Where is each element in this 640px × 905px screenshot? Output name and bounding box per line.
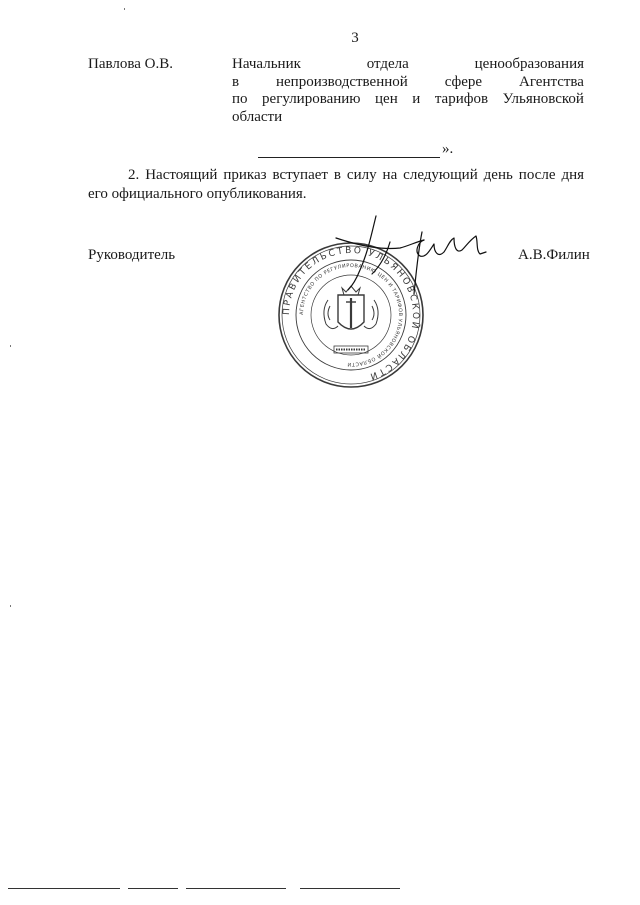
member-position xyxy=(232,56,584,126)
signer-name: А.В.Филин xyxy=(518,247,590,263)
footer-rule-2 xyxy=(128,888,178,889)
scan-speck xyxy=(124,8,125,10)
word: Начальник xyxy=(232,56,301,72)
member-name: Павлова О.В. xyxy=(88,56,173,72)
blank-underline xyxy=(258,143,440,158)
word: цен xyxy=(375,91,398,107)
closing-quote: ». xyxy=(442,141,454,157)
signer-role: Руководитель xyxy=(88,247,176,263)
word: тарифов xyxy=(434,91,489,107)
word: непроизводственной xyxy=(276,73,408,90)
scan-speck xyxy=(10,345,11,347)
position-line-4 xyxy=(232,109,584,127)
word: Агентства xyxy=(519,73,584,90)
closing-line xyxy=(258,141,453,158)
word: отдела xyxy=(366,56,409,72)
seal-outer-text: ПРАВИТЕЛЬСТВО УЛЬЯНОВСКОЙ ОБЛАСТИ xyxy=(281,245,421,382)
page-number: 3 xyxy=(351,30,359,46)
position-line-2 xyxy=(232,74,584,92)
word: регулированию xyxy=(262,91,361,107)
footer-rule-4 xyxy=(300,888,400,889)
footer-rule-3 xyxy=(186,888,286,889)
position-line-1 xyxy=(232,56,584,74)
position-line-3 xyxy=(232,91,584,109)
word: сфере xyxy=(444,73,483,90)
word: области xyxy=(232,108,283,125)
scan-speck xyxy=(10,605,11,607)
seal-inner-text: АГЕНТСТВО ПО РЕГУЛИРОВАНИЮ ЦЕН И ТАРИФОВ УЛЬЯНОВСКОЙ ОБЛАСТИ xyxy=(298,262,404,368)
word: Ульяновской xyxy=(502,91,584,107)
footer-rule-1 xyxy=(8,888,120,889)
word: и xyxy=(412,91,421,107)
word: по xyxy=(232,91,248,107)
handwritten-signature xyxy=(330,212,490,302)
word: в xyxy=(232,73,240,90)
paragraph-effective-date: 2. Настоящий приказ вступает в силу на следующий день после дня его официального опубликования. xyxy=(88,167,584,202)
word: ценообразования xyxy=(474,56,584,72)
